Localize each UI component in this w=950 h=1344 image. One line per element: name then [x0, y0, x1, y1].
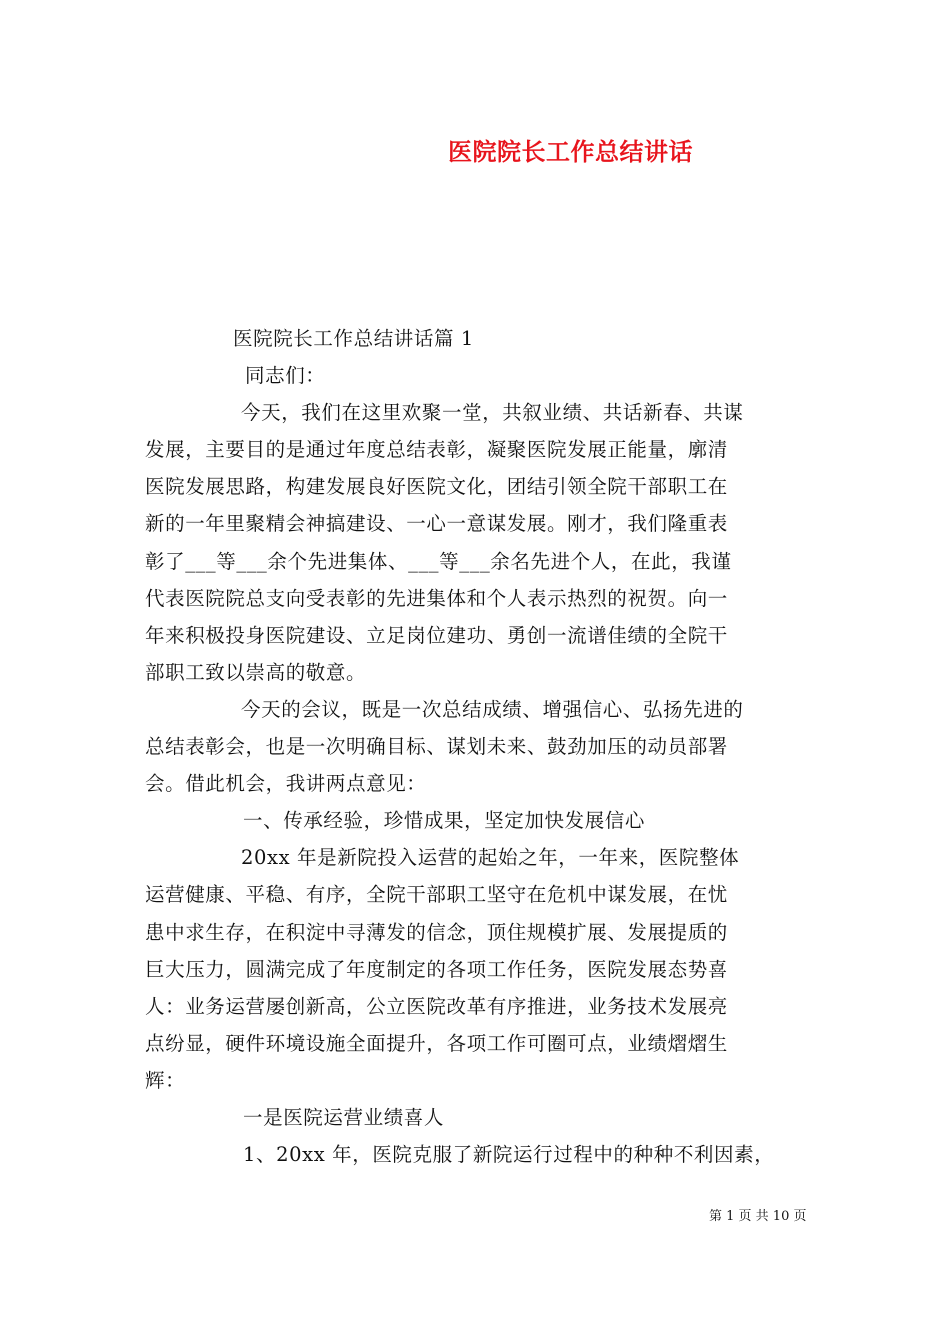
paragraph-line: 患中求生存，在积淀中寻薄发的信念，顶住规模扩展、发展提质的: [145, 920, 728, 944]
paragraph-line: 彰了___等___余个先进集体、___等___余名先进个人，在此，我谨: [145, 549, 732, 573]
greeting-line: 同志们：: [245, 364, 326, 388]
paragraph-line: 年来积极投身医院建设、立足岗位建功、勇创一流谱佳绩的全院干: [145, 623, 728, 647]
paragraph-line: 今天，我们在这里欢聚一堂，共叙业绩、共话新春、共谋: [241, 401, 744, 425]
paragraph-line: 巨大压力，圆满完成了年度制定的各项工作任务，医院发展态势喜: [145, 957, 728, 981]
paragraph-line: 代表医院院总支向受表彰的先进集体和个人表示热烈的祝贺。向一: [145, 586, 728, 610]
subsection-heading: 一是医院运营业绩喜人: [243, 1105, 445, 1129]
document-body: [145, 320, 807, 1173]
paragraph-line: 运营健康、平稳、有序，全院干部职工坚守在危机中谋发展，在忧: [145, 883, 728, 907]
page-footer: 第 1 页 共 10 页: [709, 1209, 807, 1224]
paragraph-line: 部职工致以崇高的敬意。: [145, 660, 367, 684]
paragraph-line: 辉：: [145, 1068, 186, 1092]
paragraph-line: 人：业务运营屡创新高，公立医院改革有序推进，业务技术发展亮: [145, 994, 728, 1018]
paragraph-line: 新的一年里聚精会神搞建设、一心一意谋发展。刚才，我们隆重表: [145, 512, 728, 536]
document-title: 医院院长工作总结讲话: [448, 137, 693, 166]
paragraph-line: 20xx 年是新院投入运营的起始之年，一年来，医院整体: [241, 846, 740, 870]
paragraph-line: 1、20xx 年，医院克服了新院运行过程中的种种不利因素，: [243, 1143, 775, 1167]
paragraph-line: 总结表彰会，也是一次明确目标、谋划未来、鼓劲加压的动员部署: [145, 735, 728, 759]
subtitle-line: 医院院长工作总结讲话篇 1: [233, 327, 474, 350]
paragraph-line: 医院发展思路，构建发展良好医院文化，团结引领全院干部职工在: [145, 475, 728, 499]
paragraph-line: 今天的会议，既是一次总结成绩、增强信心、弘扬先进的: [241, 697, 744, 721]
paragraph-line: 发展，主要目的是通过年度总结表彰，凝聚医院发展正能量，廓清: [145, 438, 728, 462]
paragraph-line: 会。借此机会，我讲两点意见：: [145, 772, 427, 796]
section-heading: 一、传承经验，珍惜成果，坚定加快发展信心: [243, 809, 646, 833]
paragraph-line: 点纷显，硬件环境设施全面提升，各项工作可圈可点，业绩熠熠生: [145, 1031, 728, 1055]
